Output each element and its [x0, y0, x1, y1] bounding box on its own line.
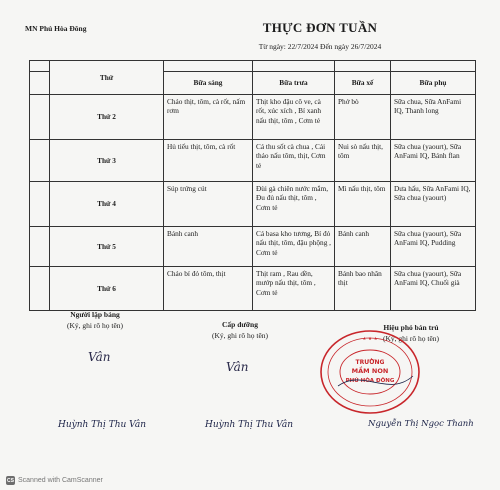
row-spacer — [30, 227, 50, 267]
day-cell: Thứ 4 — [50, 182, 164, 227]
snack-cell: Bánh canh — [335, 227, 391, 267]
lunch-cell: Cá basa kho tương, Bí đỏ nấu thịt, tôm, đậu phộng , Cơm tẻ — [253, 227, 335, 267]
extra-cell: Sữa chua, Sữa AnFami IQ, Thanh long — [391, 95, 476, 140]
camscanner-icon: CS — [7, 477, 14, 484]
stamp-line-3: PHÚ HÒA ĐÔNG — [345, 378, 395, 384]
lunch-cell: Cá thu sốt cà chua , Cải thảo nấu tôm, thịt, Cơm tẻ — [253, 140, 335, 182]
extra-cell: Sữa chua (yaourt), Sữa AnFami IQ, Pudding — [391, 227, 476, 267]
preparer-role: Người lập bảng — [70, 310, 120, 319]
day-cell: Thứ 3 — [50, 140, 164, 182]
header-spacer — [30, 72, 50, 95]
cook-signature-block — [185, 320, 295, 340]
page-title: THỰC ĐƠN TUẦN — [262, 20, 378, 35]
cook-note: (Ký, ghi rõ họ tên) — [211, 331, 269, 340]
vice-principal-role: Hiệu phó bán trú — [383, 323, 439, 332]
breakfast-cell: Cháo thịt, tôm, cà rốt, nấm rơm — [164, 95, 253, 140]
col-header-breakfast: Bữa sáng — [164, 72, 253, 95]
row-spacer — [30, 267, 50, 311]
school-stamp — [318, 328, 422, 416]
col-header-snack: Bữa xế — [335, 72, 391, 95]
table-row — [30, 227, 476, 267]
snack-cell: Bánh bao nhân thịt — [335, 267, 391, 311]
vice-principal-handwritten-name: Nguyễn Thị Ngọc Thanh — [368, 419, 474, 429]
day-cell: Thứ 2 — [50, 95, 164, 140]
col-header-day: Thứ — [50, 61, 164, 95]
school-name: MN Phú Hòa Đông — [25, 24, 87, 33]
corner-cell — [30, 61, 50, 72]
vice-principal-note: (Ký, ghi rõ họ tên) — [382, 334, 440, 343]
scanner-watermark-text: Scanned with CamScanner — [18, 477, 103, 484]
header-spacer — [335, 61, 391, 72]
scanner-watermark — [6, 476, 103, 485]
snack-cell: Mì nấu thịt, tôm — [335, 182, 391, 227]
svg-text:★ ★ ★: ★ ★ ★ — [362, 337, 378, 342]
snack-cell: Nui sò nấu thịt, tôm — [335, 140, 391, 182]
col-header-lunch: Bữa trưa — [253, 72, 335, 95]
header-spacer — [164, 61, 253, 72]
lunch-cell: Đùi gà chiên nước mắm, Đu đủ nấu thịt, tôm , Cơm tẻ — [253, 182, 335, 227]
extra-cell: Dưa hấu, Sữa AnFami IQ, Sữa chua (yaourt) — [391, 182, 476, 227]
row-spacer — [30, 182, 50, 227]
lunch-cell: Thịt kho đậu cô ve, cà rốt, xúc xích , Bí xanh nấu thịt, tôm , Cơm tẻ — [253, 95, 335, 140]
snack-cell: Phở bò — [335, 95, 391, 140]
cook-handwritten-name: Huỳnh Thị Thu Vân — [205, 420, 294, 430]
extra-cell: Sữa chua (yaourt), Sữa AnFami IQ, Chuối già — [391, 267, 476, 311]
table-row — [30, 140, 476, 182]
preparer-initial-signature: Vân — [88, 350, 111, 364]
breakfast-cell: Hủ tiếu thịt, tôm, cà rốt — [164, 140, 253, 182]
header-spacer — [253, 61, 335, 72]
preparer-signature-block — [40, 310, 150, 330]
row-spacer — [30, 140, 50, 182]
menu-table — [29, 60, 476, 311]
preparer-note: (Ký, ghi rõ họ tên) — [66, 321, 124, 330]
extra-cell: Sữa chua (yaourt), Sữa AnFami IQ, Bánh flan — [391, 140, 476, 182]
table-row — [30, 95, 476, 140]
day-cell: Thứ 6 — [50, 267, 164, 311]
stamp-line-1: TRƯỜNG — [355, 359, 385, 366]
breakfast-cell: Súp trứng cút — [164, 182, 253, 227]
preparer-handwritten-name: Huỳnh Thị Thu Vân — [58, 420, 147, 430]
breakfast-cell: Cháo bí đỏ tôm, thịt — [164, 267, 253, 311]
row-spacer — [30, 95, 50, 140]
cook-initial-signature: Vân — [226, 360, 249, 374]
table-row — [30, 182, 476, 227]
date-range: Từ ngày: 22/7/2024 Đến ngày 26/7/2024 — [258, 42, 382, 51]
breakfast-cell: Bánh canh — [164, 227, 253, 267]
cook-role: Cấp dưỡng — [222, 320, 258, 329]
table-row — [30, 267, 476, 311]
col-header-extra: Bữa phụ — [391, 72, 476, 95]
table-header-row-top — [30, 61, 476, 72]
header-spacer — [391, 61, 476, 72]
lunch-cell: Thịt ram , Rau dền, mướp nấu thịt, tôm , Cơm tẻ — [253, 267, 335, 311]
stamp-line-2: MẦM NON — [351, 367, 389, 375]
day-cell: Thứ 5 — [50, 227, 164, 267]
